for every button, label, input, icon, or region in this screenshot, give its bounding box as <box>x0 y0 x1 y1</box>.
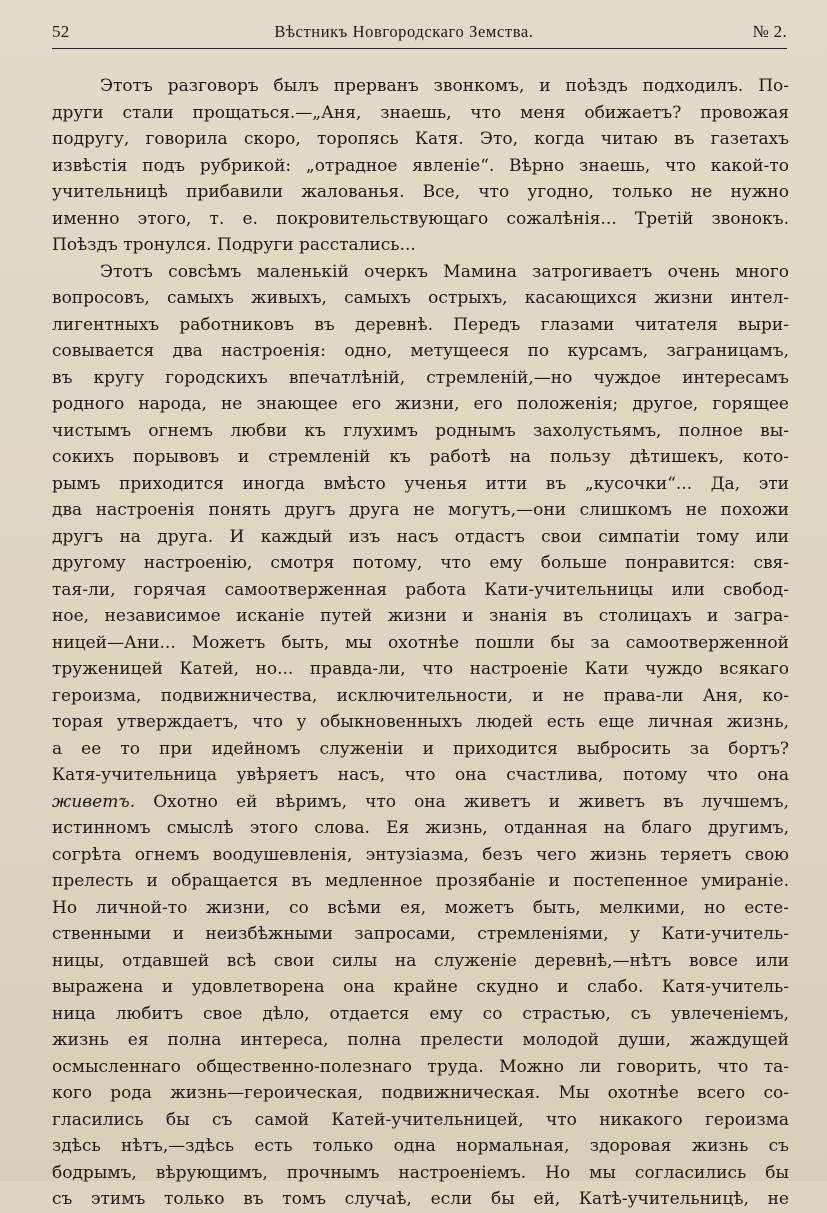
text-line: подругу, говорила скоро, торопясь Катя. Это, когда читаю въ газетахъ <box>52 129 789 149</box>
text-line: бодрымъ, вѣрующимъ, прочнымъ настроеніемъ. Но мы согласились бы <box>52 1162 789 1183</box>
text-line: ница любитъ свое дѣло, отдается ему со страстью, съ увлеченіемъ, <box>52 1003 789 1024</box>
text-line: Но личной-то жизни, со всѣми ея, можетъ быть, мелкими, но есте- <box>52 897 789 918</box>
text-line: ницы, отдавшей всѣ свои силы на служеніе деревнѣ,—нѣтъ вовсе или <box>52 950 789 971</box>
issue-number: № 2. <box>752 22 787 41</box>
text-line: съ этимъ только въ томъ случаѣ, если бы ей, Катѣ-учительницѣ, не <box>52 1189 789 1209</box>
text-line: совывается два настроенія: одно, метущееся по курсамъ, заграницамъ, <box>52 341 789 361</box>
article-body <box>52 73 789 1213</box>
line-remainder: . Охотно ей вѣримъ, что она живетъ и живетъ въ лучшемъ, <box>129 791 789 812</box>
text-line: прелесть и обращается въ медленное прозябаніе и постепенное умираніе. <box>52 871 789 891</box>
text-line: кого рода жизнь—героическая, подвижническая. Мы охотнѣе всего со- <box>52 1083 789 1103</box>
text-line: согрѣта огнемъ воодушевленія, энтузіазма, безъ чего жизнь теряетъ свою <box>52 844 789 865</box>
text-line: Катя-учительница увѣряетъ насъ, что она счастлива, потому что она <box>52 765 789 785</box>
text-line: выражена и удовлетворена она крайне скудно и слабо. Катя-учитель- <box>52 977 789 997</box>
text-line: торая утверждаетъ, что у обыкновенныхъ людей есть еще личная жизнь, <box>52 712 789 732</box>
page-header <box>52 22 787 46</box>
journal-title: Вѣстникъ Новгородскаго Земства. <box>274 22 534 41</box>
text-line: жизнь ея полна интереса, полна прелести молодой души, жаждущей <box>52 1030 789 1050</box>
text-line: здѣсь нѣтъ,—здѣсь есть только одна нормальная, здоровая жизнь съ <box>52 1136 789 1156</box>
text-line: другъ на друга. И каждый изъ насъ отдастъ свои симпатіи тому или <box>52 526 789 547</box>
text-line: героизма, подвижничества, исключительности, и не права-ли Аня, ко- <box>52 685 789 706</box>
text-line: учительницѣ прибавили жалованья. Все, что угодно, только не нужно <box>52 182 789 202</box>
text-line: именно этого, т. е. покровительствующаго сожалѣнія... Третій звонокъ. <box>52 208 789 229</box>
text-line: чистымъ огнемъ любви къ глухимъ роднымъ захолустьямъ, полное вы- <box>52 420 789 441</box>
text-line: родного народа, не знающее его жизни, его положенія; другое, горящее <box>52 394 789 414</box>
text-line: труженицей Катей, но... правда-ли, что настроеніе Кати чуждо всякаго <box>52 659 789 679</box>
text-line: тая-ли, горячая самоотверженная работа Кати-учительницы или свобод- <box>52 579 789 600</box>
text-line: другому настроенію, смотря потому, что ему больше понравится: свя- <box>52 553 789 573</box>
text-line: сокихъ порывовъ и стремленій къ работѣ на пользу дѣтишекъ, кото- <box>52 447 789 467</box>
text-line: Этотъ разговоръ былъ прерванъ звонкомъ, и поѣздъ подходилъ. По- <box>100 76 789 96</box>
text-line: гласились бы съ самой Катей-учительницей, что никакого героизма <box>52 1109 789 1130</box>
header-rule <box>52 48 787 49</box>
text-line: лигентныхъ работниковъ въ деревнѣ. Передъ глазами читателя выри- <box>52 314 789 335</box>
text-line: а ее то при идейномъ служеніи и приходится выбросить за бортъ? <box>52 738 789 759</box>
text-line-with-italic <box>52 789 789 816</box>
text-line: истинномъ смыслѣ этого слова. Ея жизнь, отданная на благо другимъ, <box>52 818 789 838</box>
text-line: ницей—Ани... Можетъ быть, мы охотнѣе пошли бы за самоотверженной <box>52 632 789 653</box>
text-line: ственными и неизбѣжными запросами, стремленіями, у Кати-учитель- <box>52 924 789 944</box>
text-line: ное, независимое исканіе путей жизни и знанія въ столицахъ и загра- <box>52 606 789 626</box>
text-line: извѣстія подъ рубрикой: „отрадное явленіе“. Вѣрно знаешь, что какой-то <box>52 155 789 176</box>
text-line: рымъ приходится иногда вмѣсто ученья итти въ „кусочки“... Да, эти <box>52 473 789 494</box>
text-line: въ кругу городскихъ впечатлѣній, стремленій,—но чуждое интересамъ <box>52 367 789 388</box>
italic-word: живетъ <box>52 791 130 812</box>
text-line: два настроенія понять другъ друга не могутъ,—они слишкомъ не похожи <box>52 500 789 520</box>
text-line: вопросовъ, самыхъ живыхъ, самыхъ острыхъ, касающихся жизни интел- <box>52 288 789 308</box>
page-number: 52 <box>52 22 70 41</box>
text-line: осмысленнаго общественно-полезнаго труда. Можно ли говорить, что та- <box>52 1056 789 1077</box>
text-line: Поѣздъ тронулся. Подруги расстались... <box>52 235 416 255</box>
text-line: други стали прощаться.—„Аня, знаешь, что меня обижаетъ? провожая <box>52 102 789 123</box>
text-line: Этотъ совсѣмъ маленькій очеркъ Мамина затрогиваетъ очень много <box>100 261 789 282</box>
